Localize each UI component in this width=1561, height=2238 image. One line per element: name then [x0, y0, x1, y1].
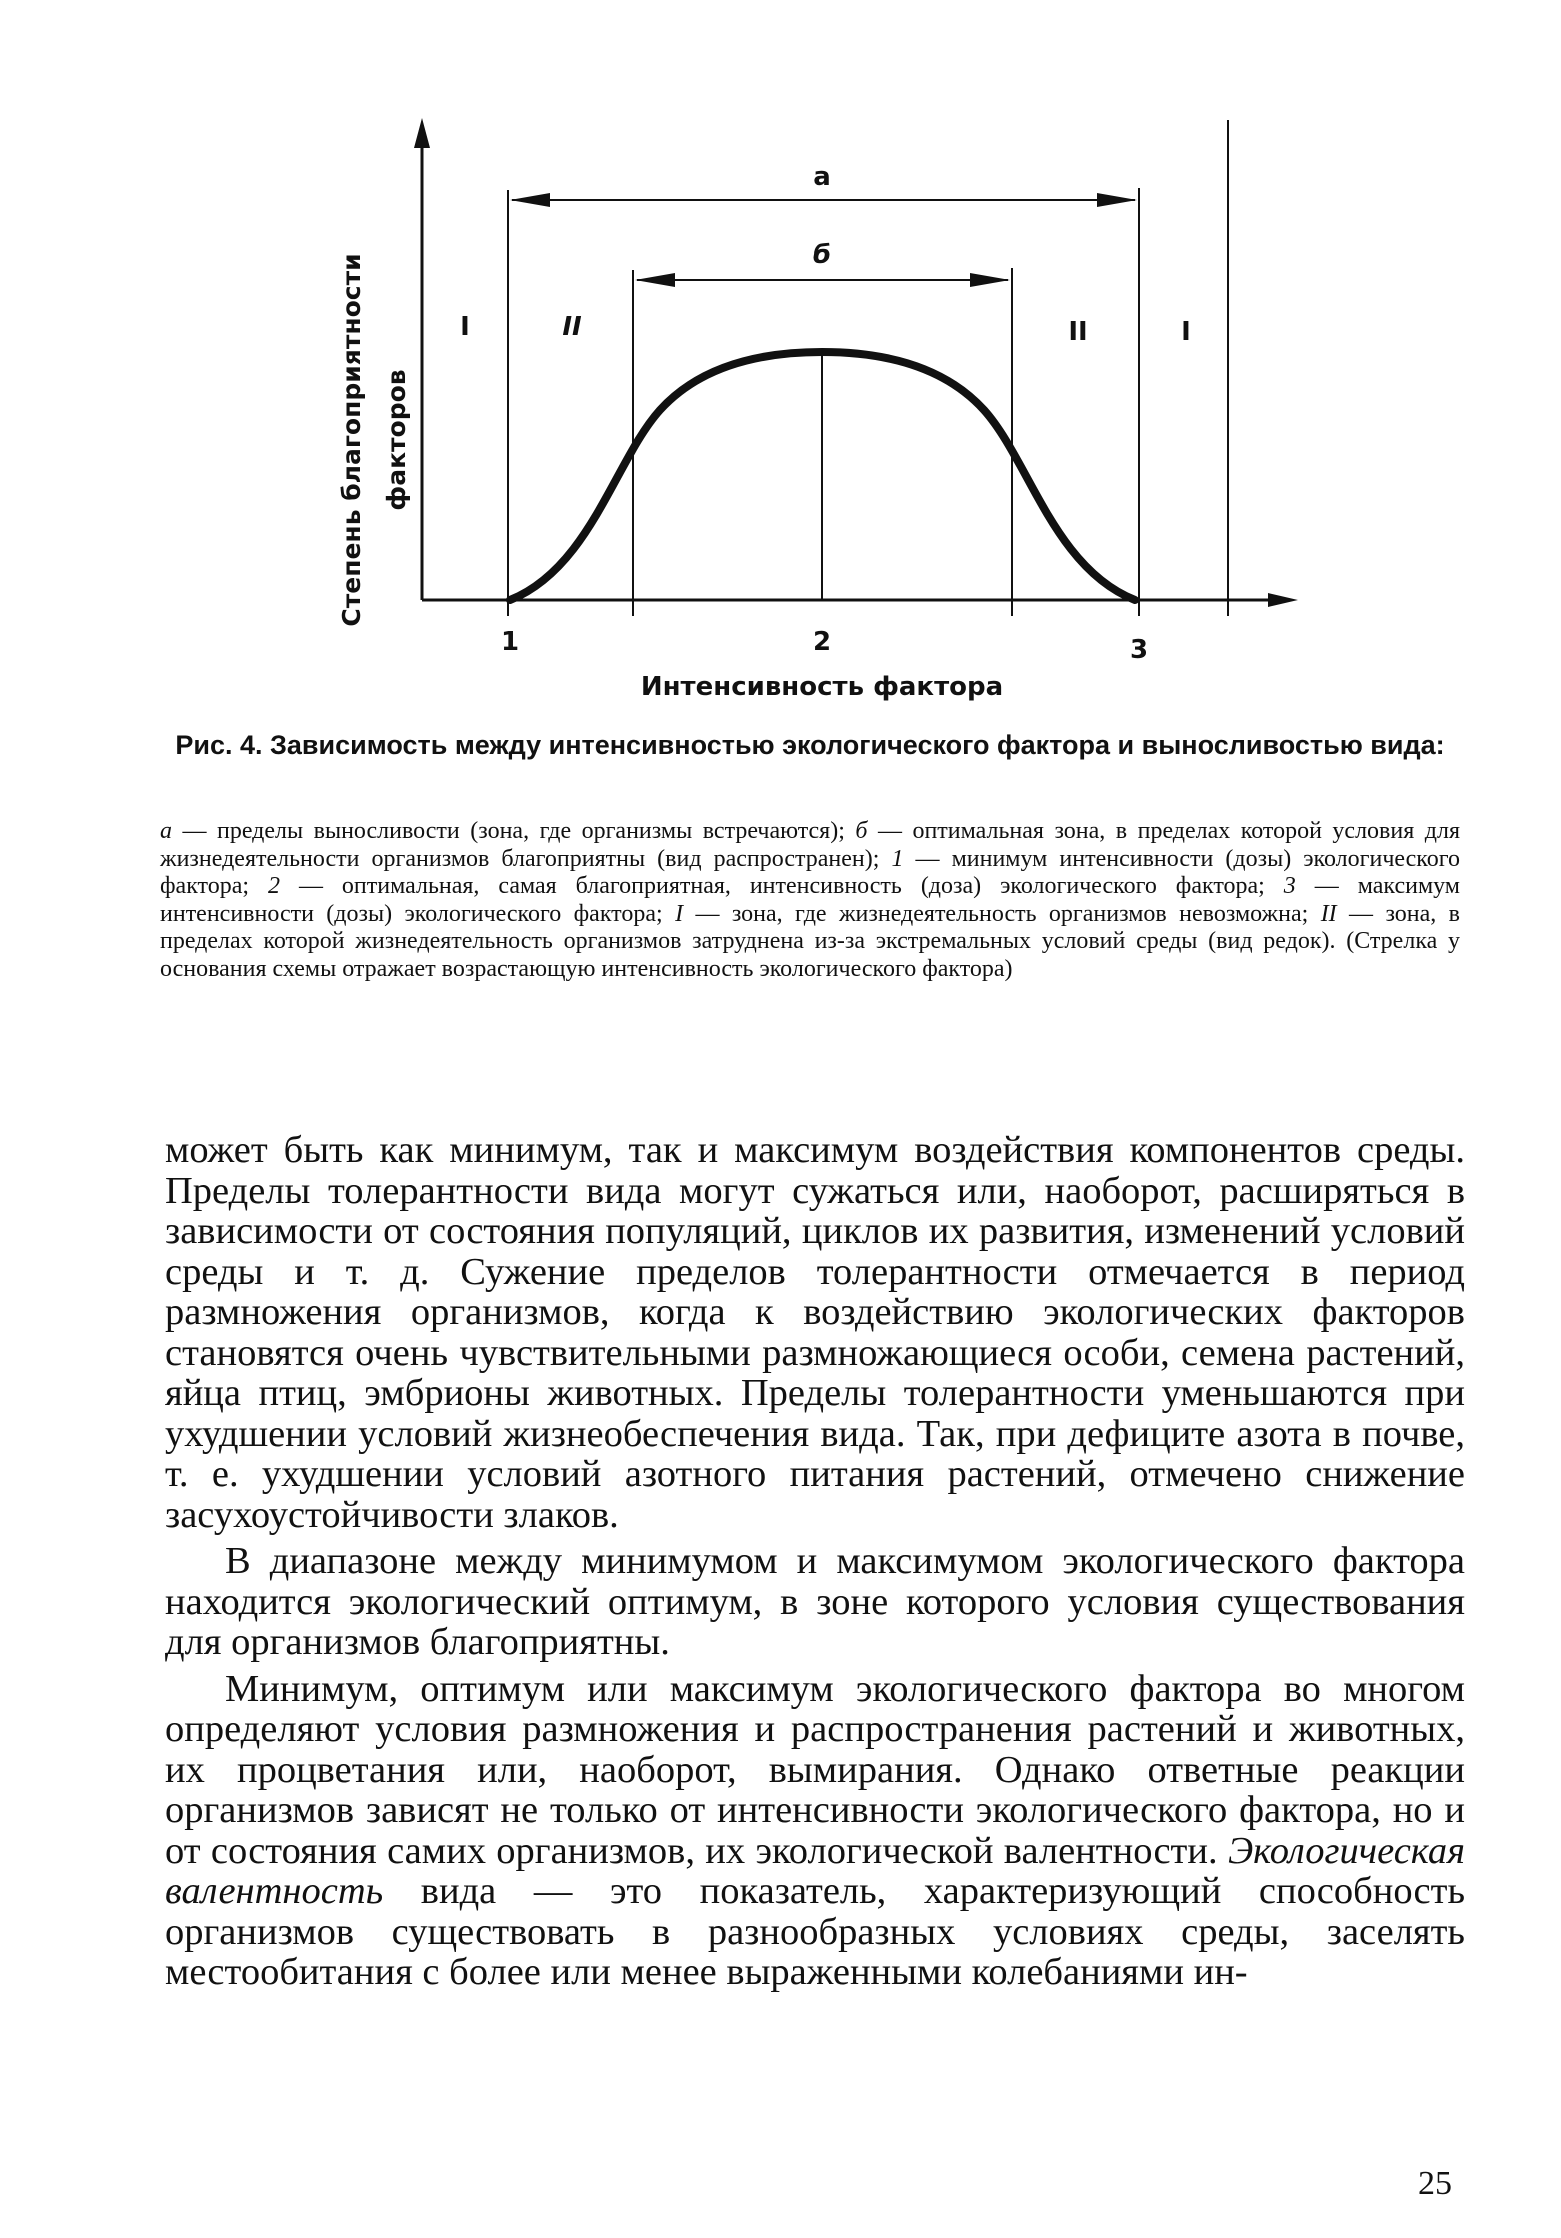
y-axis-arrow [414, 118, 430, 148]
caption-text-II: — зона, в пределах которой жизнедеятельность организмов затруднена из-за экстремальных условий среды (вид редок). [160, 900, 1460, 954]
paragraph-3 [165, 1669, 1465, 1993]
range-a-arrowhead-right [1097, 193, 1137, 207]
caption-text-I: — зона, где жизнедеятельность организмов невозможна; [683, 900, 1321, 927]
range-b-arrowhead-right [970, 273, 1010, 287]
point-label-3: 3 [1129, 635, 1149, 665]
point-label-1: 1 [500, 627, 520, 657]
caption-marker-a: а [160, 818, 172, 844]
main-text [165, 1130, 1465, 1999]
paragraph-1: может быть как минимум, так и максимум воздействия компонентов среды. Пределы толерантности вида могут сужаться или, наоборот, расширяться в зависимости от состояния популяций, циклов их развития, изменений условий среды и т. д. Сужение пределов толерантности отмечается в период размножения организмов, когда к воздействию экологических факторов становятся очень чувствительными размножающиеся особи, семена растений, яйца птиц, эмбрионы животных. Пределы толерантности уменьшаются при ухудшении условий жизнеобеспечения вида. Так, при дефиците азота в почве, т. е. ухудшении условий азотного питания растений, отмечено снижение засухоустойчивости злаков. [165, 1129, 1465, 1536]
caption-marker-b: б [855, 818, 868, 844]
y-axis-label-line1: Степень благоприятности [337, 253, 366, 627]
x-axis-arrow [1268, 593, 1298, 607]
caption-text-b: — оптимальная зона, в пределах которой условия для жизнедеятельности организмов благоприятны (вид распространен); [160, 818, 1460, 872]
figure-caption-title: Рис. 4. Зависимость между интенсивностью экологического фактора и выносливостью вида: [175, 730, 1445, 760]
y-axis-label-line2: факторов [382, 369, 411, 511]
range-a-arrowhead-left [510, 193, 550, 207]
paragraph-3-start: Минимум, оптимум или максимум экологического фактора во многом определяют условия размножения и распространения растений и животных, их процветания или, наоборот, вымирания. Однако ответные реакции организмов зависят не только от интенсивности экологического фактора, но и от состояния самих организмов, их экологической валентности. [165, 1667, 1465, 1872]
tolerance-figure [300, 100, 1300, 720]
zone-label-left-inner: II [562, 312, 582, 342]
term-ecological-valence: Экологическая валентность [165, 1829, 1465, 1912]
page-number: 25 [1418, 2165, 1452, 2202]
caption-marker-1: 1 [891, 845, 904, 872]
paragraph-2: В диапазоне между минимумом и максимумом экологического фактора находится экологический оптимум, в зоне которого условия существования для организмов благоприятны. [165, 1540, 1465, 1663]
zone-label-left-outer: I [460, 312, 470, 342]
caption-text-a: — пределы выносливости (зона, где организмы встречаются); [172, 818, 856, 844]
caption-text-2: — оптимальная, самая благоприятная, интенсивность (доза) экологического фактора; [280, 873, 1284, 899]
caption-marker-2: 2 [268, 873, 280, 899]
paragraph-3-end: вида — это показатель, характеризующий способность организмов существовать в разнообразных условиях среды, заселять местообитания с более или менее выраженными колебаниями ин- [165, 1870, 1465, 1993]
range-a-label: а [813, 162, 831, 192]
point-label-2: 2 [812, 627, 832, 657]
x-axis-label: Интенсивность фактора [640, 672, 1004, 702]
caption-text-3: — максимум интенсивности (дозы) экологического фактора; [160, 873, 1460, 927]
range-b-label: б [812, 240, 832, 270]
caption-note: (Стрелка у основания схемы отражает возрастающую интенсивность экологического фактора) [160, 928, 1460, 982]
caption-marker-3: 3 [1283, 873, 1296, 899]
figure-caption-body [160, 818, 1460, 983]
range-b-arrowhead-left [635, 273, 675, 287]
zone-label-right-inner: II [1068, 317, 1088, 347]
zone-label-right-outer: I [1181, 317, 1191, 347]
tolerance-diagram [300, 100, 1300, 720]
caption-marker-I: I [675, 900, 684, 927]
caption-marker-II: II [1320, 900, 1337, 927]
caption-text-1: — минимум интенсивности (дозы) экологического фактора; [160, 845, 1460, 899]
